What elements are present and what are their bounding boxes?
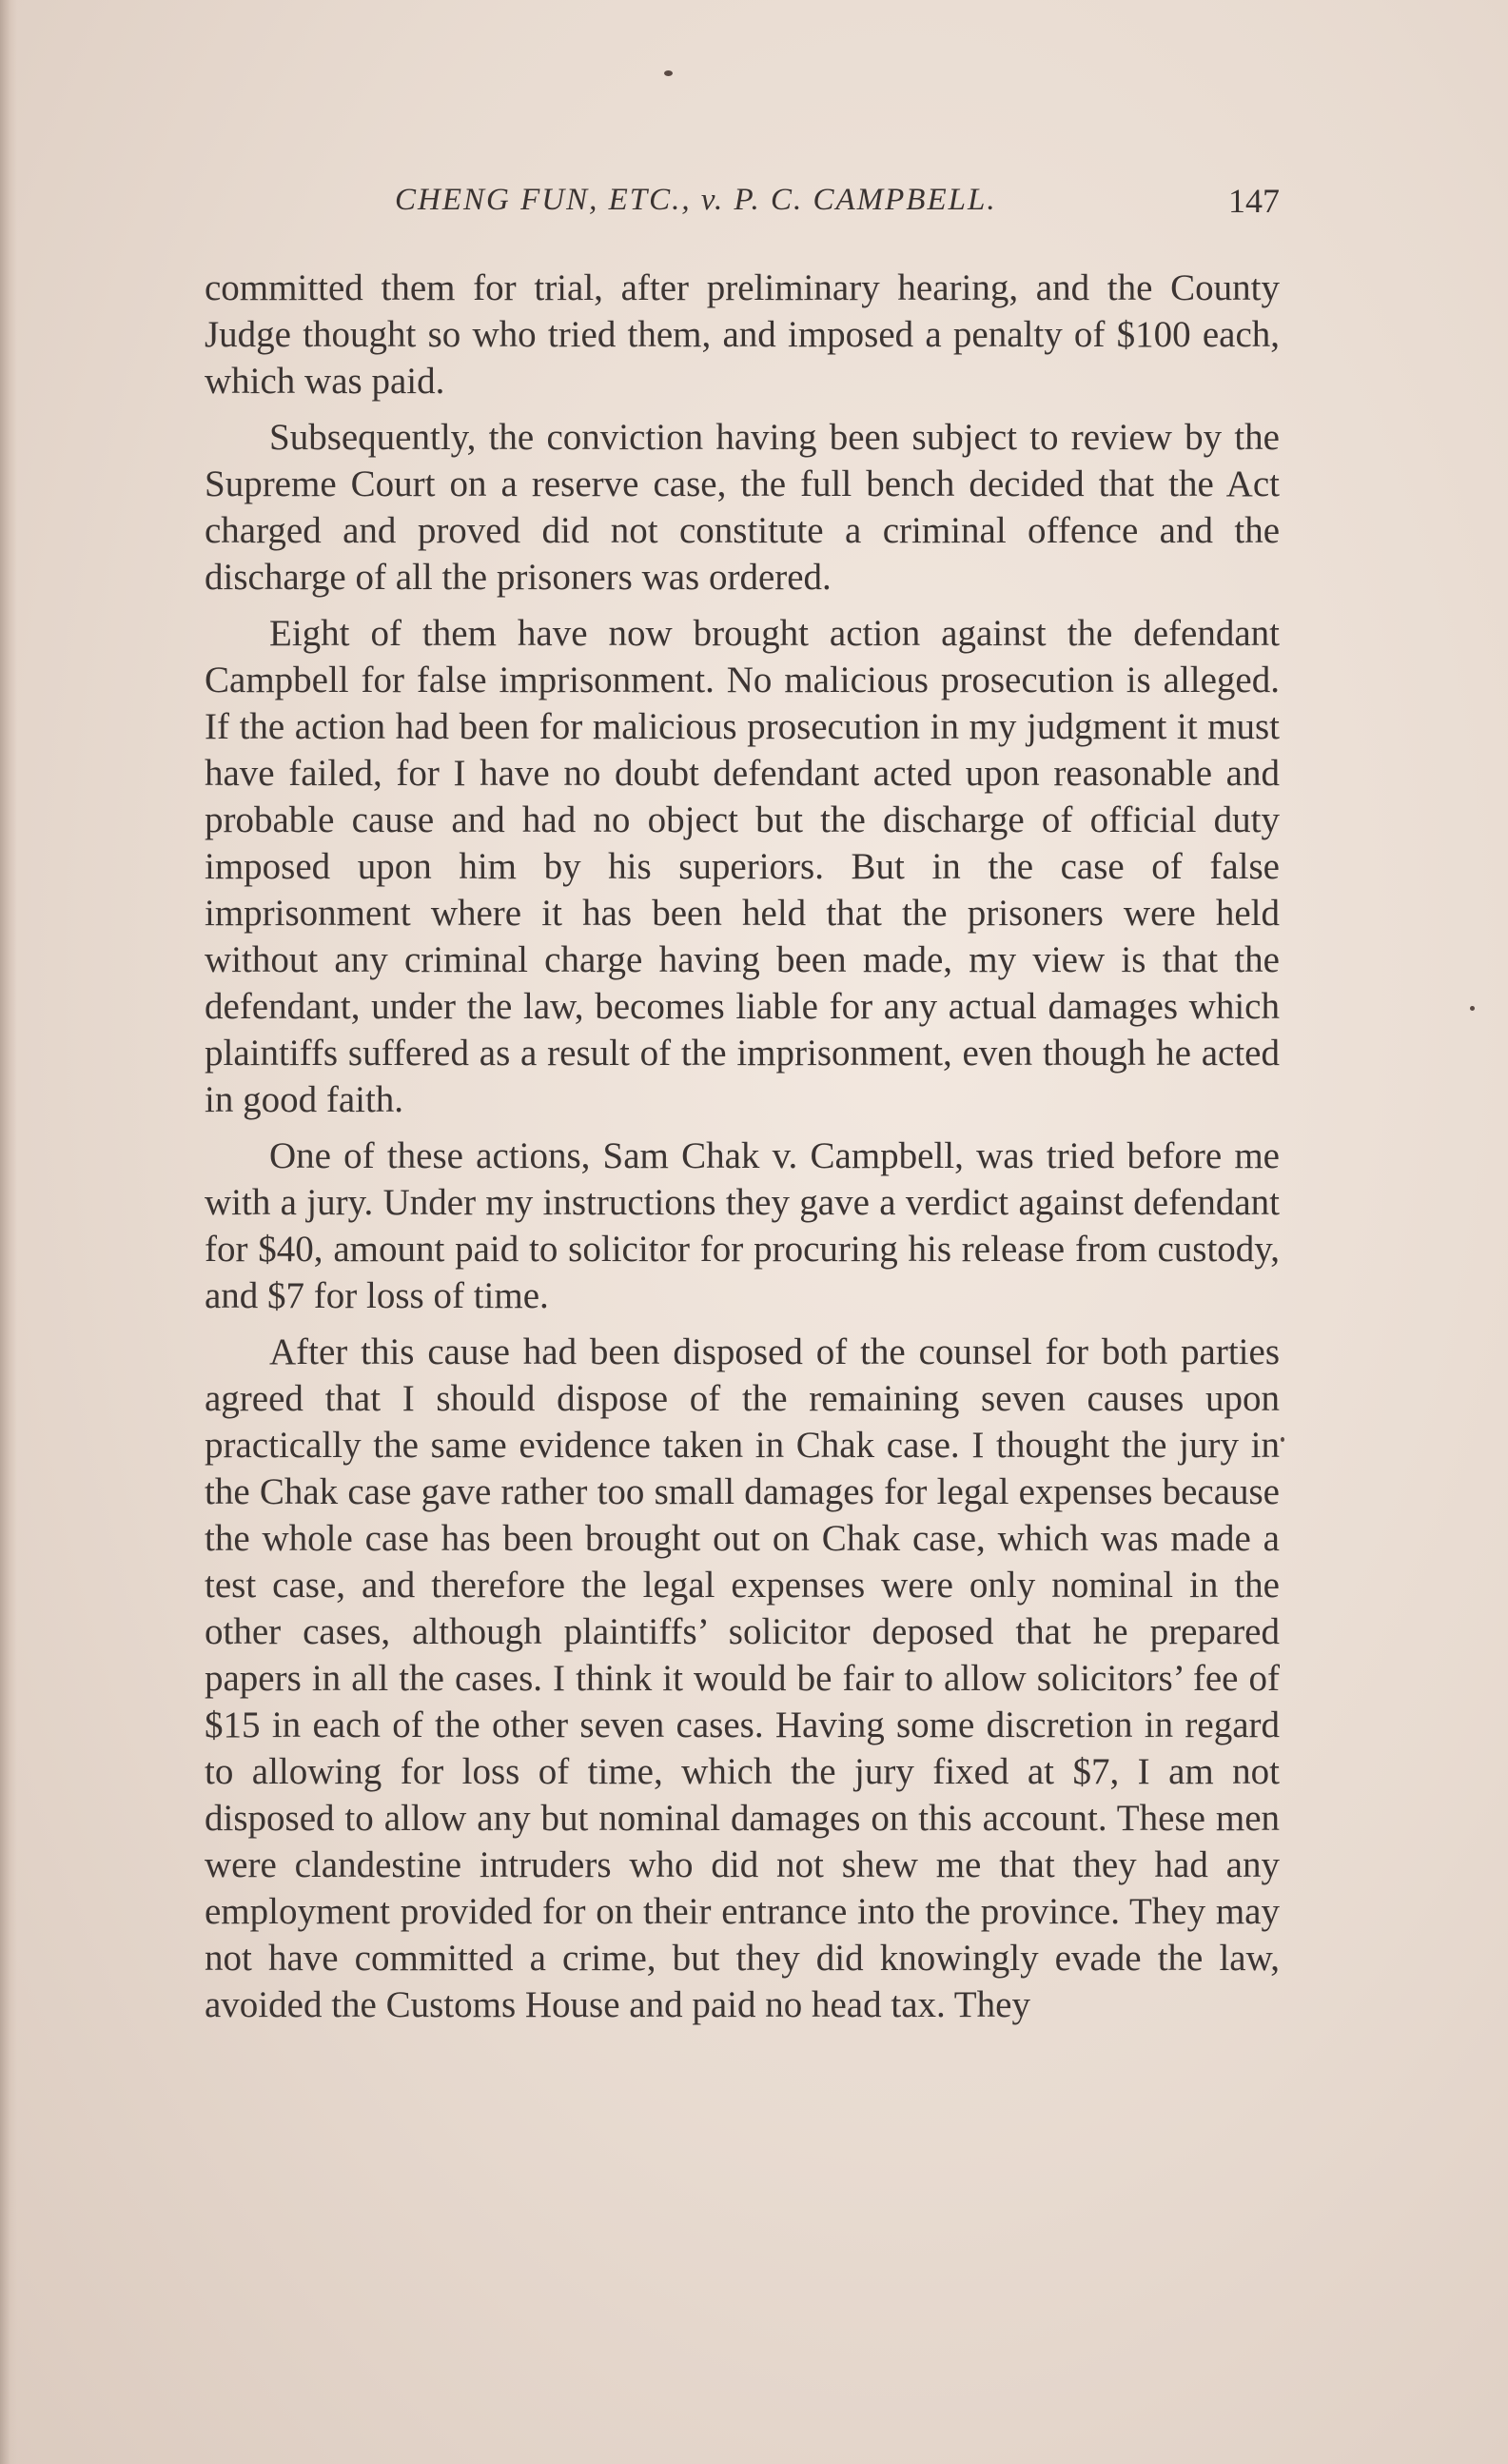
binding-gutter <box>0 0 17 2464</box>
paragraph: Eight of them have now brought action against the defendant Campbell for false imprisonment. No malicious prosecution is alleged. If the action had been for malicious prosecution in my judgment it must have failed, for I have no doubt defendant acted upon reasonable and probable cause and had no object but the discharge of official duty imposed upon him by his superiors. But in the case of false imprisonment where it has been held that the prisoners were held without any criminal charge having been made, my view is that the defendant, under the law, becomes liable for any actual damages which plaintiffs suffered as a result of the imprisonment, even though he acted in good faith. <box>205 613 1280 1120</box>
ink-speck <box>664 70 673 76</box>
paragraph: Subsequently, the conviction having been subject to review by the Supreme Court on a reserve case, the full bench decided that the Act charged and proved did not constitute a criminal offence and the discharge of all the prisoners was ordered. <box>205 417 1280 598</box>
running-header <box>205 183 1280 230</box>
ink-speck <box>1281 1437 1284 1442</box>
ink-speck <box>1470 1006 1475 1011</box>
paragraph: One of these actions, Sam Chak v. Campbell, was tried before me with a jury. Under my instructions they gave a verdict against defendant for $40, amount paid to solicitor for procuring his release from custody, and $7 for loss of time. <box>205 1135 1280 1316</box>
running-title: CHENG FUN, ETC., v. P. C. CAMPBELL. <box>395 183 997 217</box>
page-number: 147 <box>1228 182 1280 220</box>
paragraph: committed them for trial, after preliminary hearing, and the County Judge thought so who tried them, and imposed a penalty of $100 each, which was paid. <box>205 267 1280 402</box>
body-text <box>205 265 1280 2038</box>
paragraph: After this cause had been disposed of the counsel for both parties agreed that I should dispose of the remaining seven causes upon practically the same evidence taken in Chak case. I thought the jury in the Chak case gave rather too small damages for legal expenses because the whole case has been brought out on Chak case, which was made a test case, and therefore the legal expenses were only nominal in the other cases, although plaintiffs’ solicitor deposed that he prepared papers in all the cases. I think it would be fair to allow solicitors’ fee of $15 in each of the other seven cases. Having some discretion in regard to allowing for loss of time, which the jury fixed at $7, I am not disposed to allow any but nominal damages on this account. These men were clandestine intruders who did not shew me that they had any employment provided for on their entrance into the province. They may not have committed a crime, but they did knowingly evade the law, avoided the Customs House and paid no head tax. They <box>205 1331 1280 2025</box>
